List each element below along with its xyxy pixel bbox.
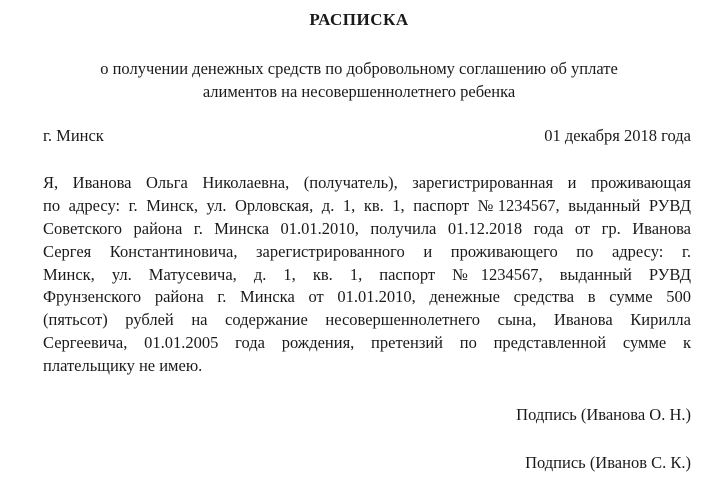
body-line: Фрунзенского района г. Минска от 01.01.2010, денежные средства в сумме 500: [43, 287, 691, 307]
document-date: 01 декабря 2018 года: [544, 126, 691, 145]
document-title: РАСПИСКА: [309, 10, 409, 29]
body-line: Я, Иванова Ольга Николаевна, (получатель), зарегистрированная и проживающая: [43, 173, 691, 192]
body-line: Советского района г. Минска 01.01.2010, получила 01.12.2018 года от гр. Иванова: [43, 218, 691, 238]
body-line: плательщику не имею.: [43, 356, 203, 376]
signature-recipient: Подпись (Иванова О. Н.): [516, 405, 691, 424]
receipt-body: [43, 172, 691, 378]
subtitle-line-2: алиментов на несовершеннолетнего ребенка: [202, 82, 516, 101]
body-line: Сергеевича, 01.01.2005 года рождения, претензий по представленной сумме к: [43, 333, 691, 353]
body-line: Сергея Константиновича, зарегистрированного и проживающего по адресу: г.: [43, 241, 691, 261]
body-line: (пятьсот) рублей на содержание несовершеннолетнего сына, Иванова Кирилла: [43, 310, 691, 330]
signature-payer: Подпись (Иванов С. К.): [525, 453, 691, 472]
city: г. Минск: [43, 126, 104, 145]
document-subtitle: [0, 57, 718, 103]
body-line: Минск, ул. Матусевича, д. 1, кв. 1, паспорт №1234567, выданный РУВД: [43, 264, 691, 284]
body-line: по адресу: г. Минск, ул. Орловская, д. 1, кв. 1, паспорт №1234567, выданный РУВД: [43, 195, 691, 215]
subtitle-line-1: о получении денежных средств по добровольному соглашению об уплате: [100, 59, 618, 78]
